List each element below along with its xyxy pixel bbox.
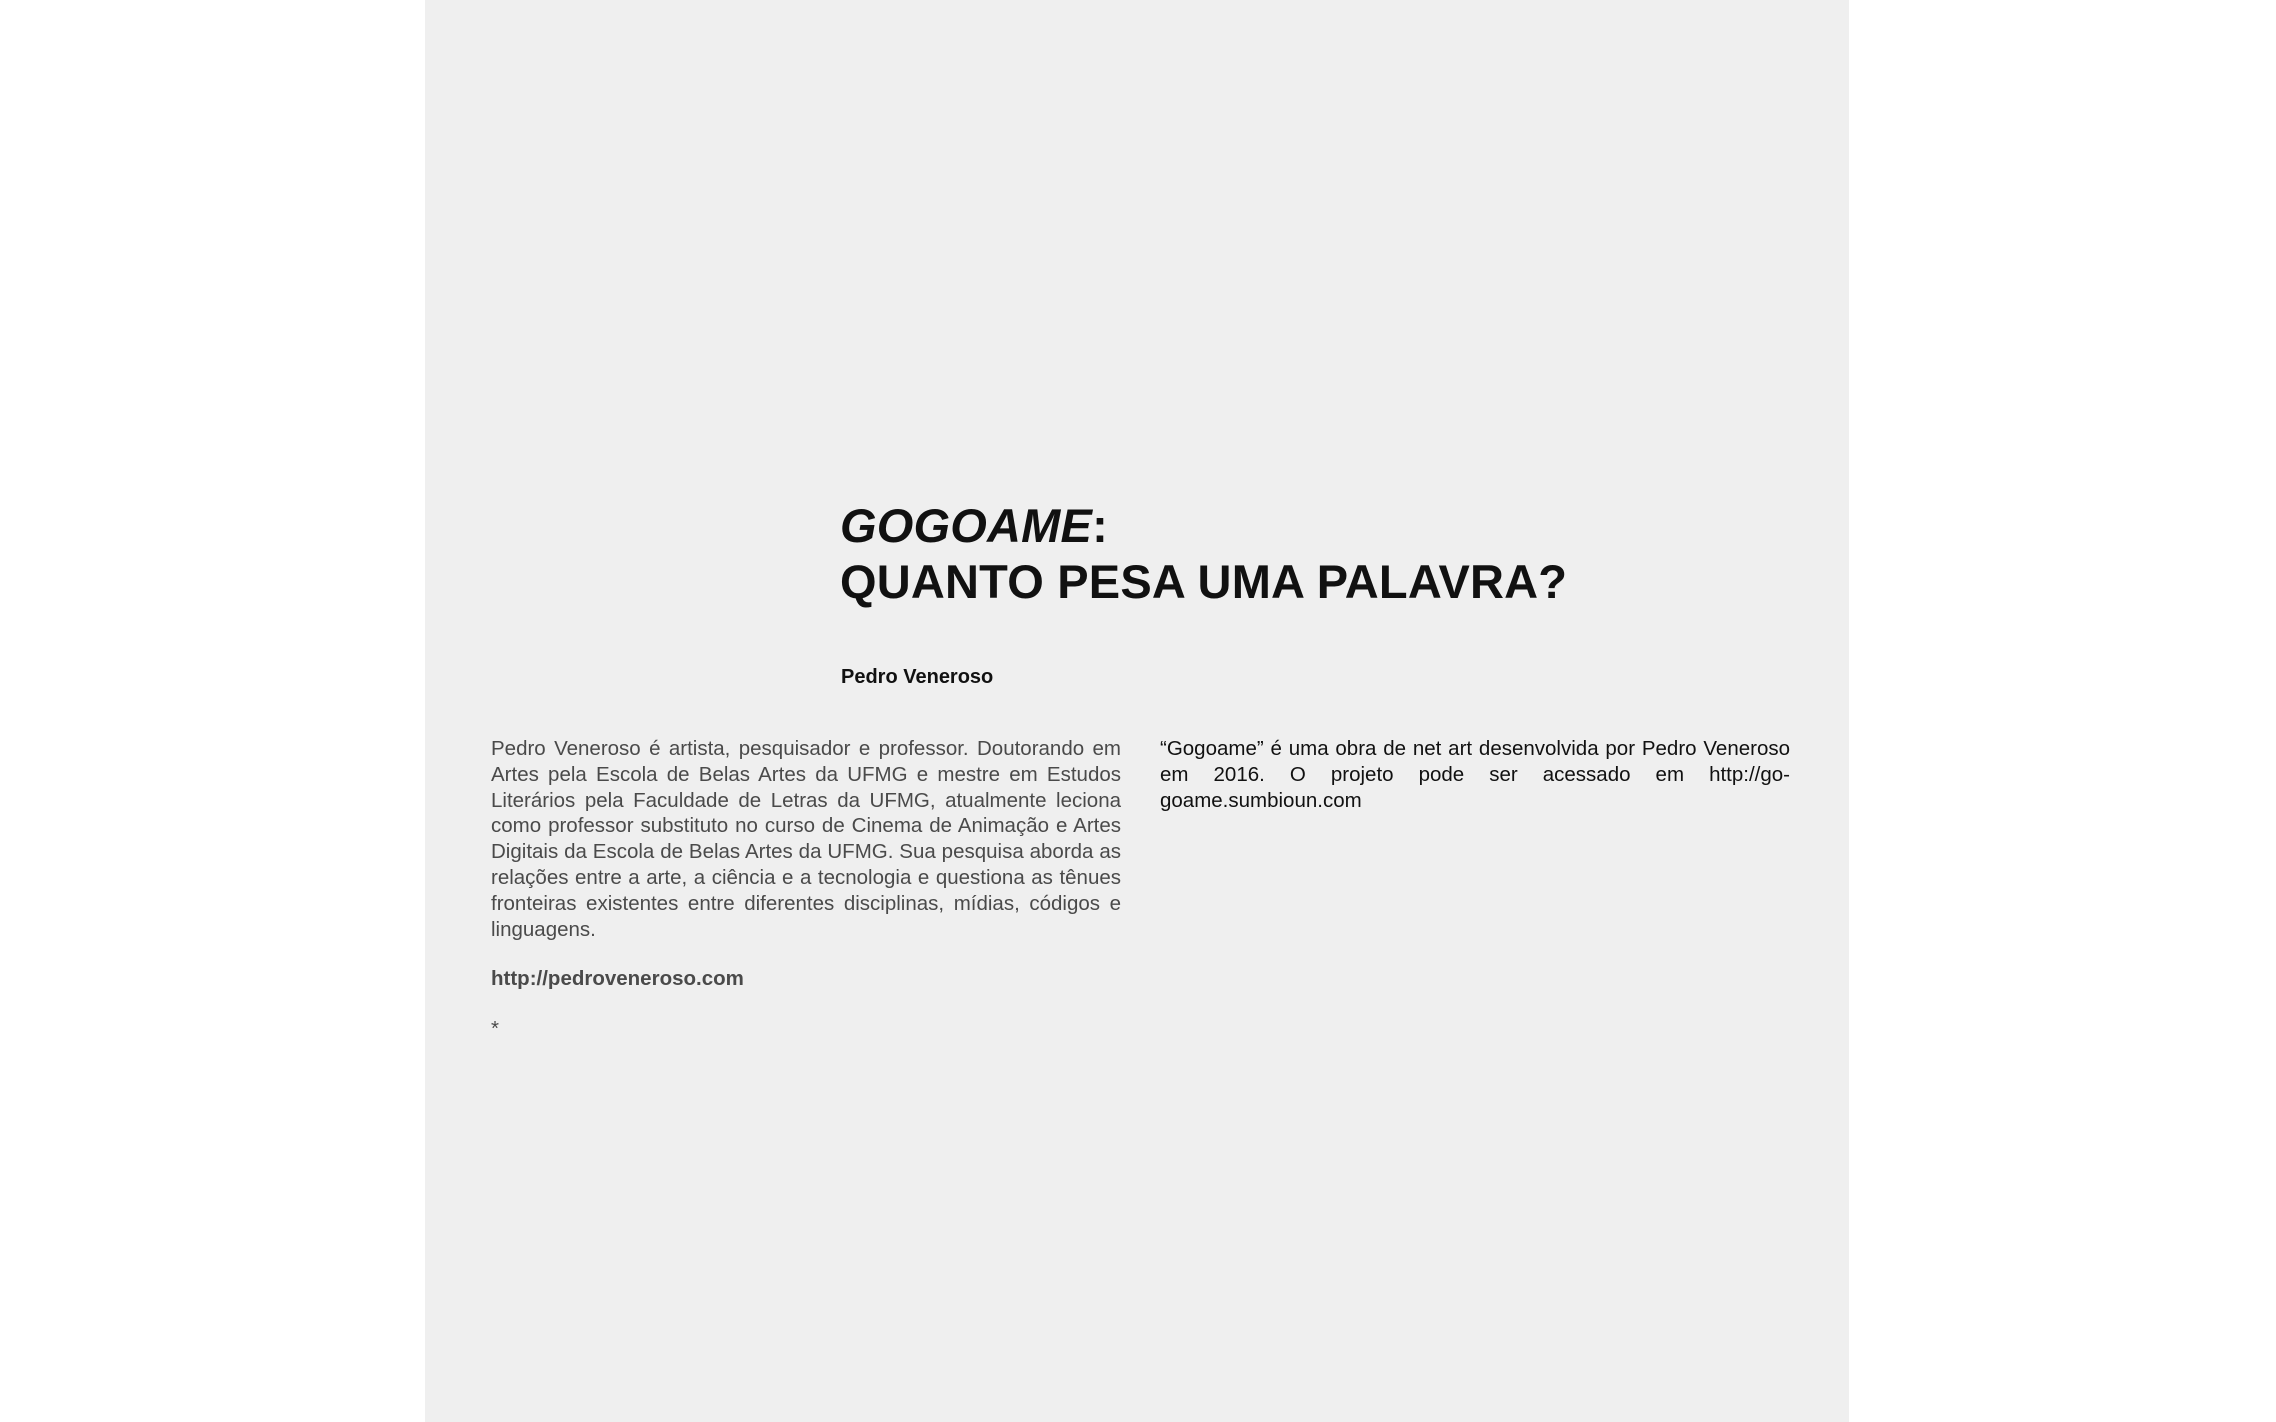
author-name: Pedro Veneroso [841, 666, 994, 688]
title-line-1 [840, 498, 1567, 554]
author-website-link[interactable]: http://pedroveneroso.com [491, 967, 744, 990]
work-description-note: “Gogoame” é uma obra de net art desenvolvida por Pedro Veneroso em 2016. O projeto pode ser acessado em http://go-goame.sumbioun.com [1160, 737, 1790, 812]
title-line-2: QUANTO PESA UMA PALAVRA? [840, 555, 1568, 608]
document-page [425, 0, 1849, 1422]
author-bio: Pedro Veneroso é artista, pesquisador e professor. Doutorando em Artes pela Escola de Belas Artes da UFMG e mestre em Estudos Literários pela Faculdade de Letras da UFMG, atualmente leciona como professor substituto no curso de Cinema de Animação e Artes Digitais da Escola de Belas Artes da UFMG. Sua pesquisa aborda as relações entre a arte, a ciência e a tecnologia e questiona as tênues fronteiras existentes entre diferentes disciplinas, mídias, códigos e linguagens. [491, 737, 1121, 941]
article-title [840, 498, 1567, 610]
footnote-asterisk: * [491, 1017, 499, 1040]
title-work-name: GOGOAME [840, 499, 1093, 552]
title-colon: : [1092, 499, 1108, 552]
